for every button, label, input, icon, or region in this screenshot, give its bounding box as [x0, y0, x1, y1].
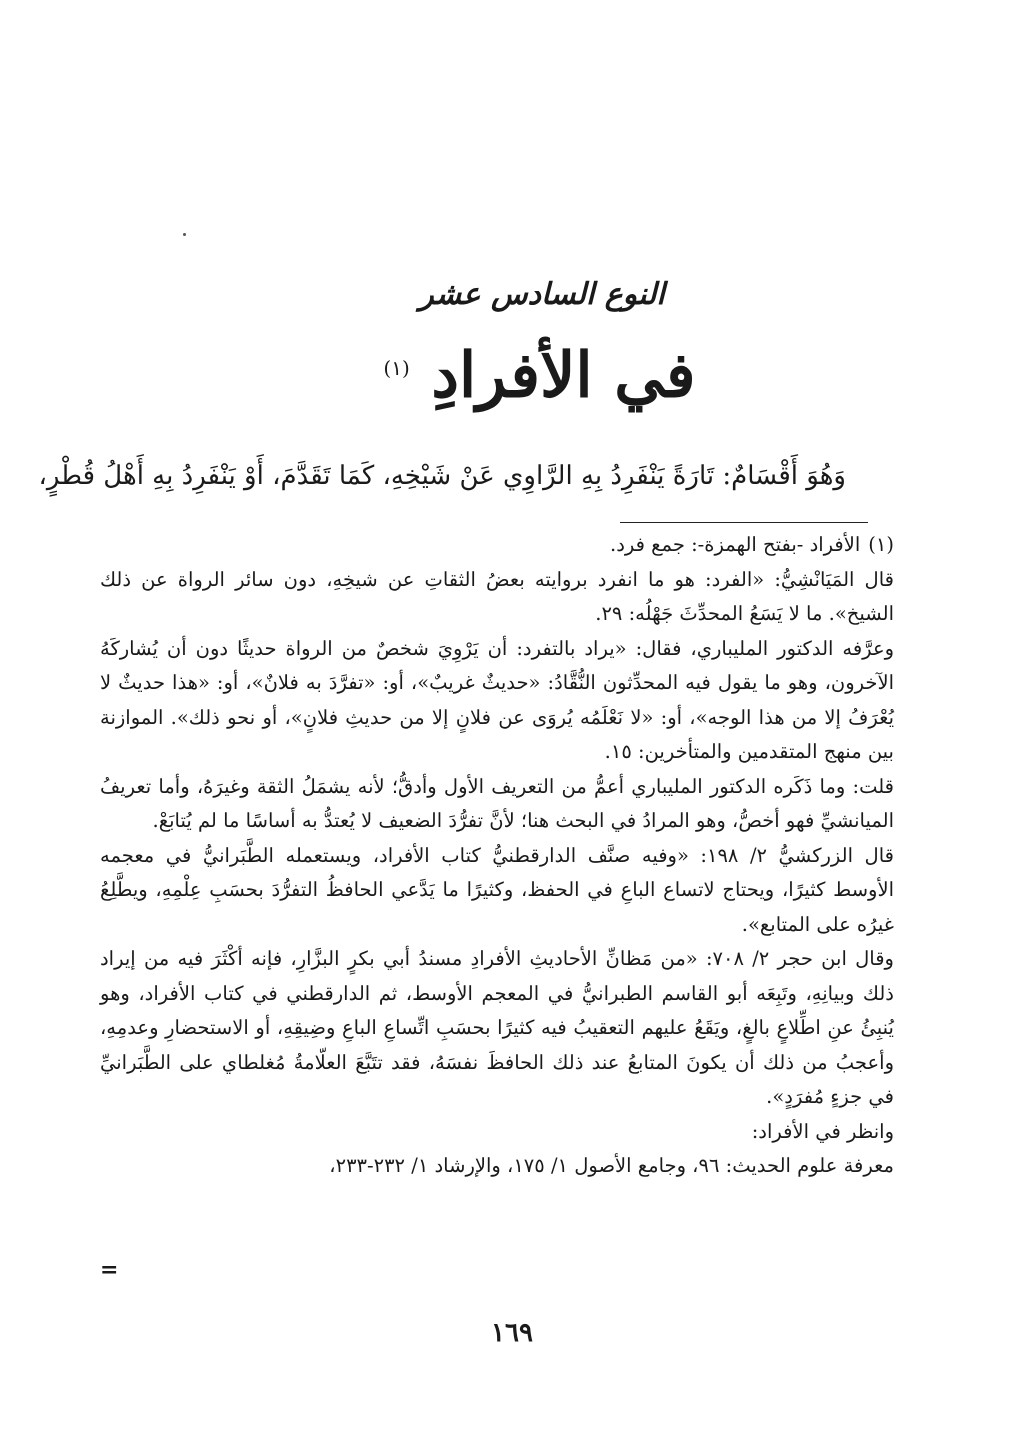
- body-text: وَهُوَ أَقْسَامٌ: تَارَةً يَنْفَرِدُ بِهِ الرَّاوِي عَنْ شَيْخِهِ، كَمَا تَقَدَّمَ، أَوْ يَنْفَرِدُ بِهِ أَهْلُ قُطْرٍ،: [38, 461, 846, 491]
- footnote-separator: [620, 522, 868, 523]
- chapter-kicker: النوع السادس عشر: [419, 277, 665, 312]
- scan-speck: [183, 233, 186, 236]
- footnote-paragraph: وانظر في الأفراد:: [751, 1119, 894, 1143]
- footnote-paragraph: وقال ابن حجر ٢/ ٧٠٨: «من مَظانِّ الأحاديثِ الأفرادِ مسندُ أبي بكرٍ البزَّارِ، فإنه أكْثَرَ فيه من إيراد ذلك وبيانِهِ، وتَبِعَه أبو القاسم الطبرانيُّ في المعجم الأوسط، ثم الدارقطني في كتاب الأفراد، وهو يُنبِئُ عنِ اطِّلاعٍ بالغٍ، ويَقَعُ عليهم التعقيبُ فيه كثيرًا بحسَبِ اتِّساعِ الباعِ وضِيقِهِ، أو الاستحضارِ وعدمِهِ، وأعجبُ من ذلك أن يكونَ المتابعُ عند ذلك الحافظَ نفسَهُ، فقد تتَبَّعَ العلّامةُ مُغلطاي على الطَّبَرانيِّ في جزءٍ مُفرَدٍ».: [100, 947, 894, 1108]
- footnote-paragraph: وعرَّفه الدكتور المليباري، فقال: «يراد بالتفرد: أن يَرْوِيَ شخصٌ من الرواة حديثًا دون أن يُشاركَهُ الآخرون، وهو ما يقول فيه المحدِّثون النُّقَّادُ: «حديثٌ غريبٌ»، أو: «تفرَّدَ به فلانٌ»، أو: «هذا حديثٌ لا يُعْرَفُ إلا من هذا الوجه»، أو: «لا نَعْلَمُه يُروَى عن فلانٍ إلا من حديثِ فلانٍ»، أو نحو ذلك». الموازنة بين منهج المتقدمين والمتأخرين: ١٥.: [100, 636, 894, 763]
- footnote-paragraph: معرفة علوم الحديث: ٩٦، وجامع الأصول ١/ ١٧٥، والإرشاد ١/ ٢٣٢-٢٣٣،: [329, 1154, 894, 1177]
- footnotes: [100, 528, 894, 1184]
- footnote-paragraph: قال المَيَانْشِيُّ: «الفرد: هو ما انفرد بروايته بعضُ الثقاتِ عن شيخِهِ، دون سائر الرواة عن ذلك الشيخ». ما لا يَسَعُ المحدِّثَ جَهْلُه: ٢٩.: [100, 567, 894, 625]
- footnote-paragraph: قال الزركشيُّ ٢/ ١٩٨: «وفيه صنَّف الدارقطنيُّ كتاب الأفراد، ويستعمله الطَّبَرانيُّ في معجمه الأوسط كثيرًا، ويحتاج لاتساع الباعِ في الحفظ، وكثيرًا ما يَدَّعي الحافظُ التفرُّدَ بحسَبِ عِلْمِهِ، ويطَّلِعُ غيرُه على المتابع».: [100, 843, 894, 936]
- footnote-line: [100, 528, 894, 563]
- footnote-text: الأفراد -بفتح الهمزة-: جمع فرد.: [610, 533, 861, 556]
- footnote-reference: (١): [383, 356, 410, 380]
- chapter-heading: [0, 270, 1024, 416]
- footnote-number: (١): [868, 533, 894, 556]
- footnote-paragraph: قلت: وما ذَكَره الدكتور المليباري أعمُّ من التعريف الأول وأدقُّ؛ لأنه يشمَلُ الثقة وغيرَهُ، وأما تعريفُ الميانشيِّ فهو أخصُّ، وهو المرادُ في البحث هنا؛ لأنَّ تفرُّدَ الضعيف لا يُعتدُّ به أساسًا ما لم يُتابَعْ.: [100, 774, 894, 832]
- continuation-mark: =: [100, 1257, 119, 1283]
- chapter-title-text: في الأفرادِ: [431, 338, 696, 412]
- page-number: ١٦٩: [491, 1318, 533, 1348]
- chapter-title: [55, 328, 1024, 416]
